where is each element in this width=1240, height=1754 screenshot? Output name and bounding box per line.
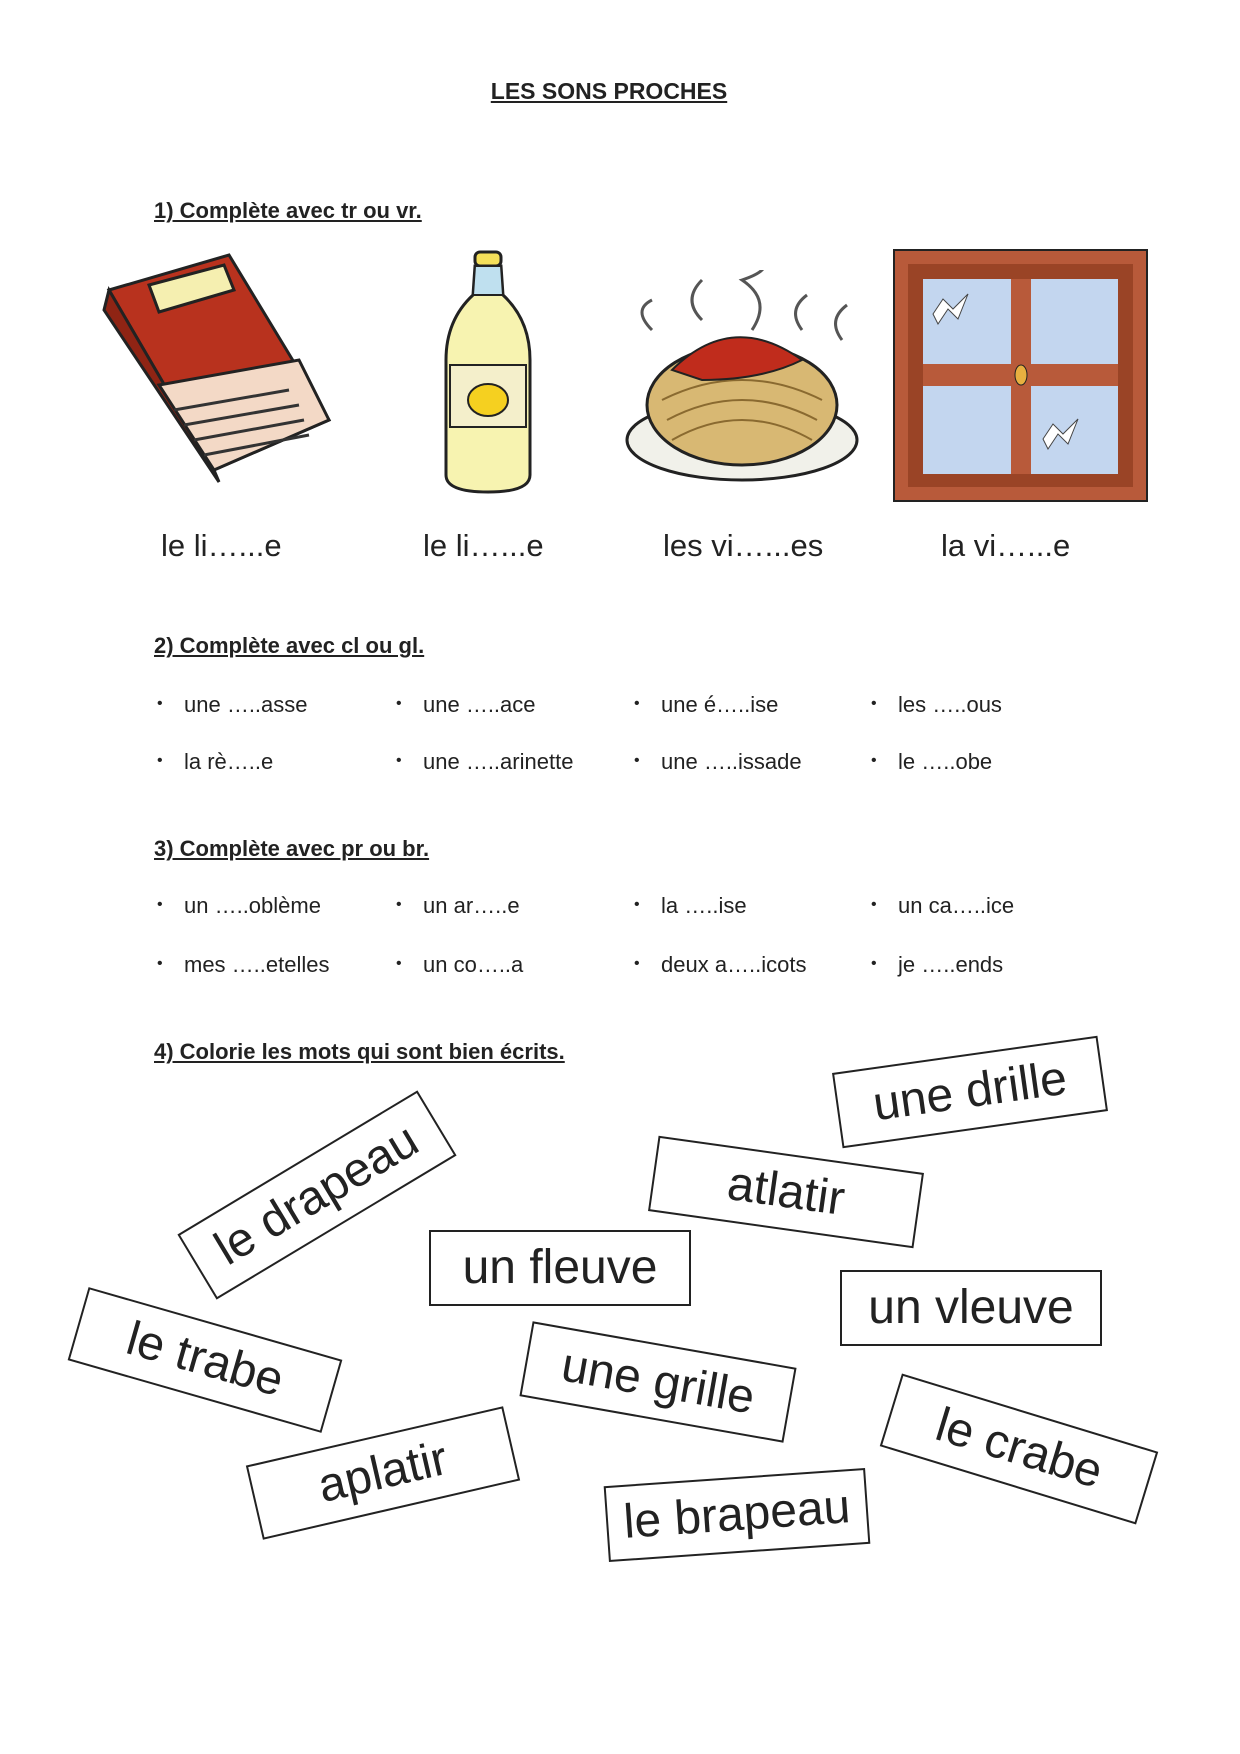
word-card[interactable]: le trabe [68, 1287, 343, 1433]
section1-heading: 1) Complète avec tr ou vr. [154, 198, 422, 223]
caption-spaghetti: les vi…...es [663, 528, 824, 563]
exercise-item: • un ca…..ice [898, 893, 1014, 919]
exercise-item: • les …..ous [898, 692, 1002, 718]
word-card[interactable]: une drille [832, 1036, 1108, 1149]
word-card[interactable]: une grille [519, 1321, 796, 1442]
caption-window: la vi…...e [941, 528, 1071, 563]
word-card[interactable]: aplatir [246, 1406, 520, 1539]
book-icon [99, 250, 335, 487]
lemonade-bottle-icon [440, 250, 537, 496]
word-card[interactable]: atlatir [648, 1136, 924, 1249]
word-card[interactable]: le crabe [880, 1373, 1159, 1524]
exercise-item: • une …..ace [423, 692, 536, 718]
word-card[interactable]: le drapeau [177, 1090, 456, 1299]
exercise-item: • le …..obe [898, 749, 992, 775]
exercise-item: • la rè…..e [184, 749, 273, 775]
word-card[interactable]: le brapeau [604, 1468, 871, 1562]
section4-heading: 4) Colorie les mots qui sont bien écrits. [154, 1039, 565, 1064]
exercise-item: • deux a…..icots [661, 952, 807, 978]
exercise-item: • une é…..ise [661, 692, 778, 718]
window-icon [893, 249, 1148, 502]
exercise-item: • un ar…..e [423, 893, 520, 919]
section2-heading: 2) Complète avec cl ou gl. [154, 633, 425, 658]
caption-bottle: le li…...e [423, 528, 544, 563]
caption-book: le li…...e [161, 528, 282, 563]
section3-heading: 3) Complète avec pr ou br. [154, 836, 430, 861]
exercise-item: • une …..arinette [423, 749, 573, 775]
exercise-item: • la …..ise [661, 893, 747, 919]
page-title: LES SONS PROCHES [490, 78, 728, 104]
exercise-item: • mes …..etelles [184, 952, 330, 978]
exercise-item: • un …..oblème [184, 893, 321, 919]
exercise-item: • je …..ends [898, 952, 1003, 978]
exercise-item: • une …..asse [184, 692, 308, 718]
word-card[interactable]: un vleuve [840, 1270, 1102, 1346]
exercise-item: • un co…..a [423, 952, 523, 978]
spaghetti-icon [612, 270, 868, 490]
word-card[interactable]: un fleuve [429, 1230, 691, 1306]
exercise-item: • une …..issade [661, 749, 802, 775]
